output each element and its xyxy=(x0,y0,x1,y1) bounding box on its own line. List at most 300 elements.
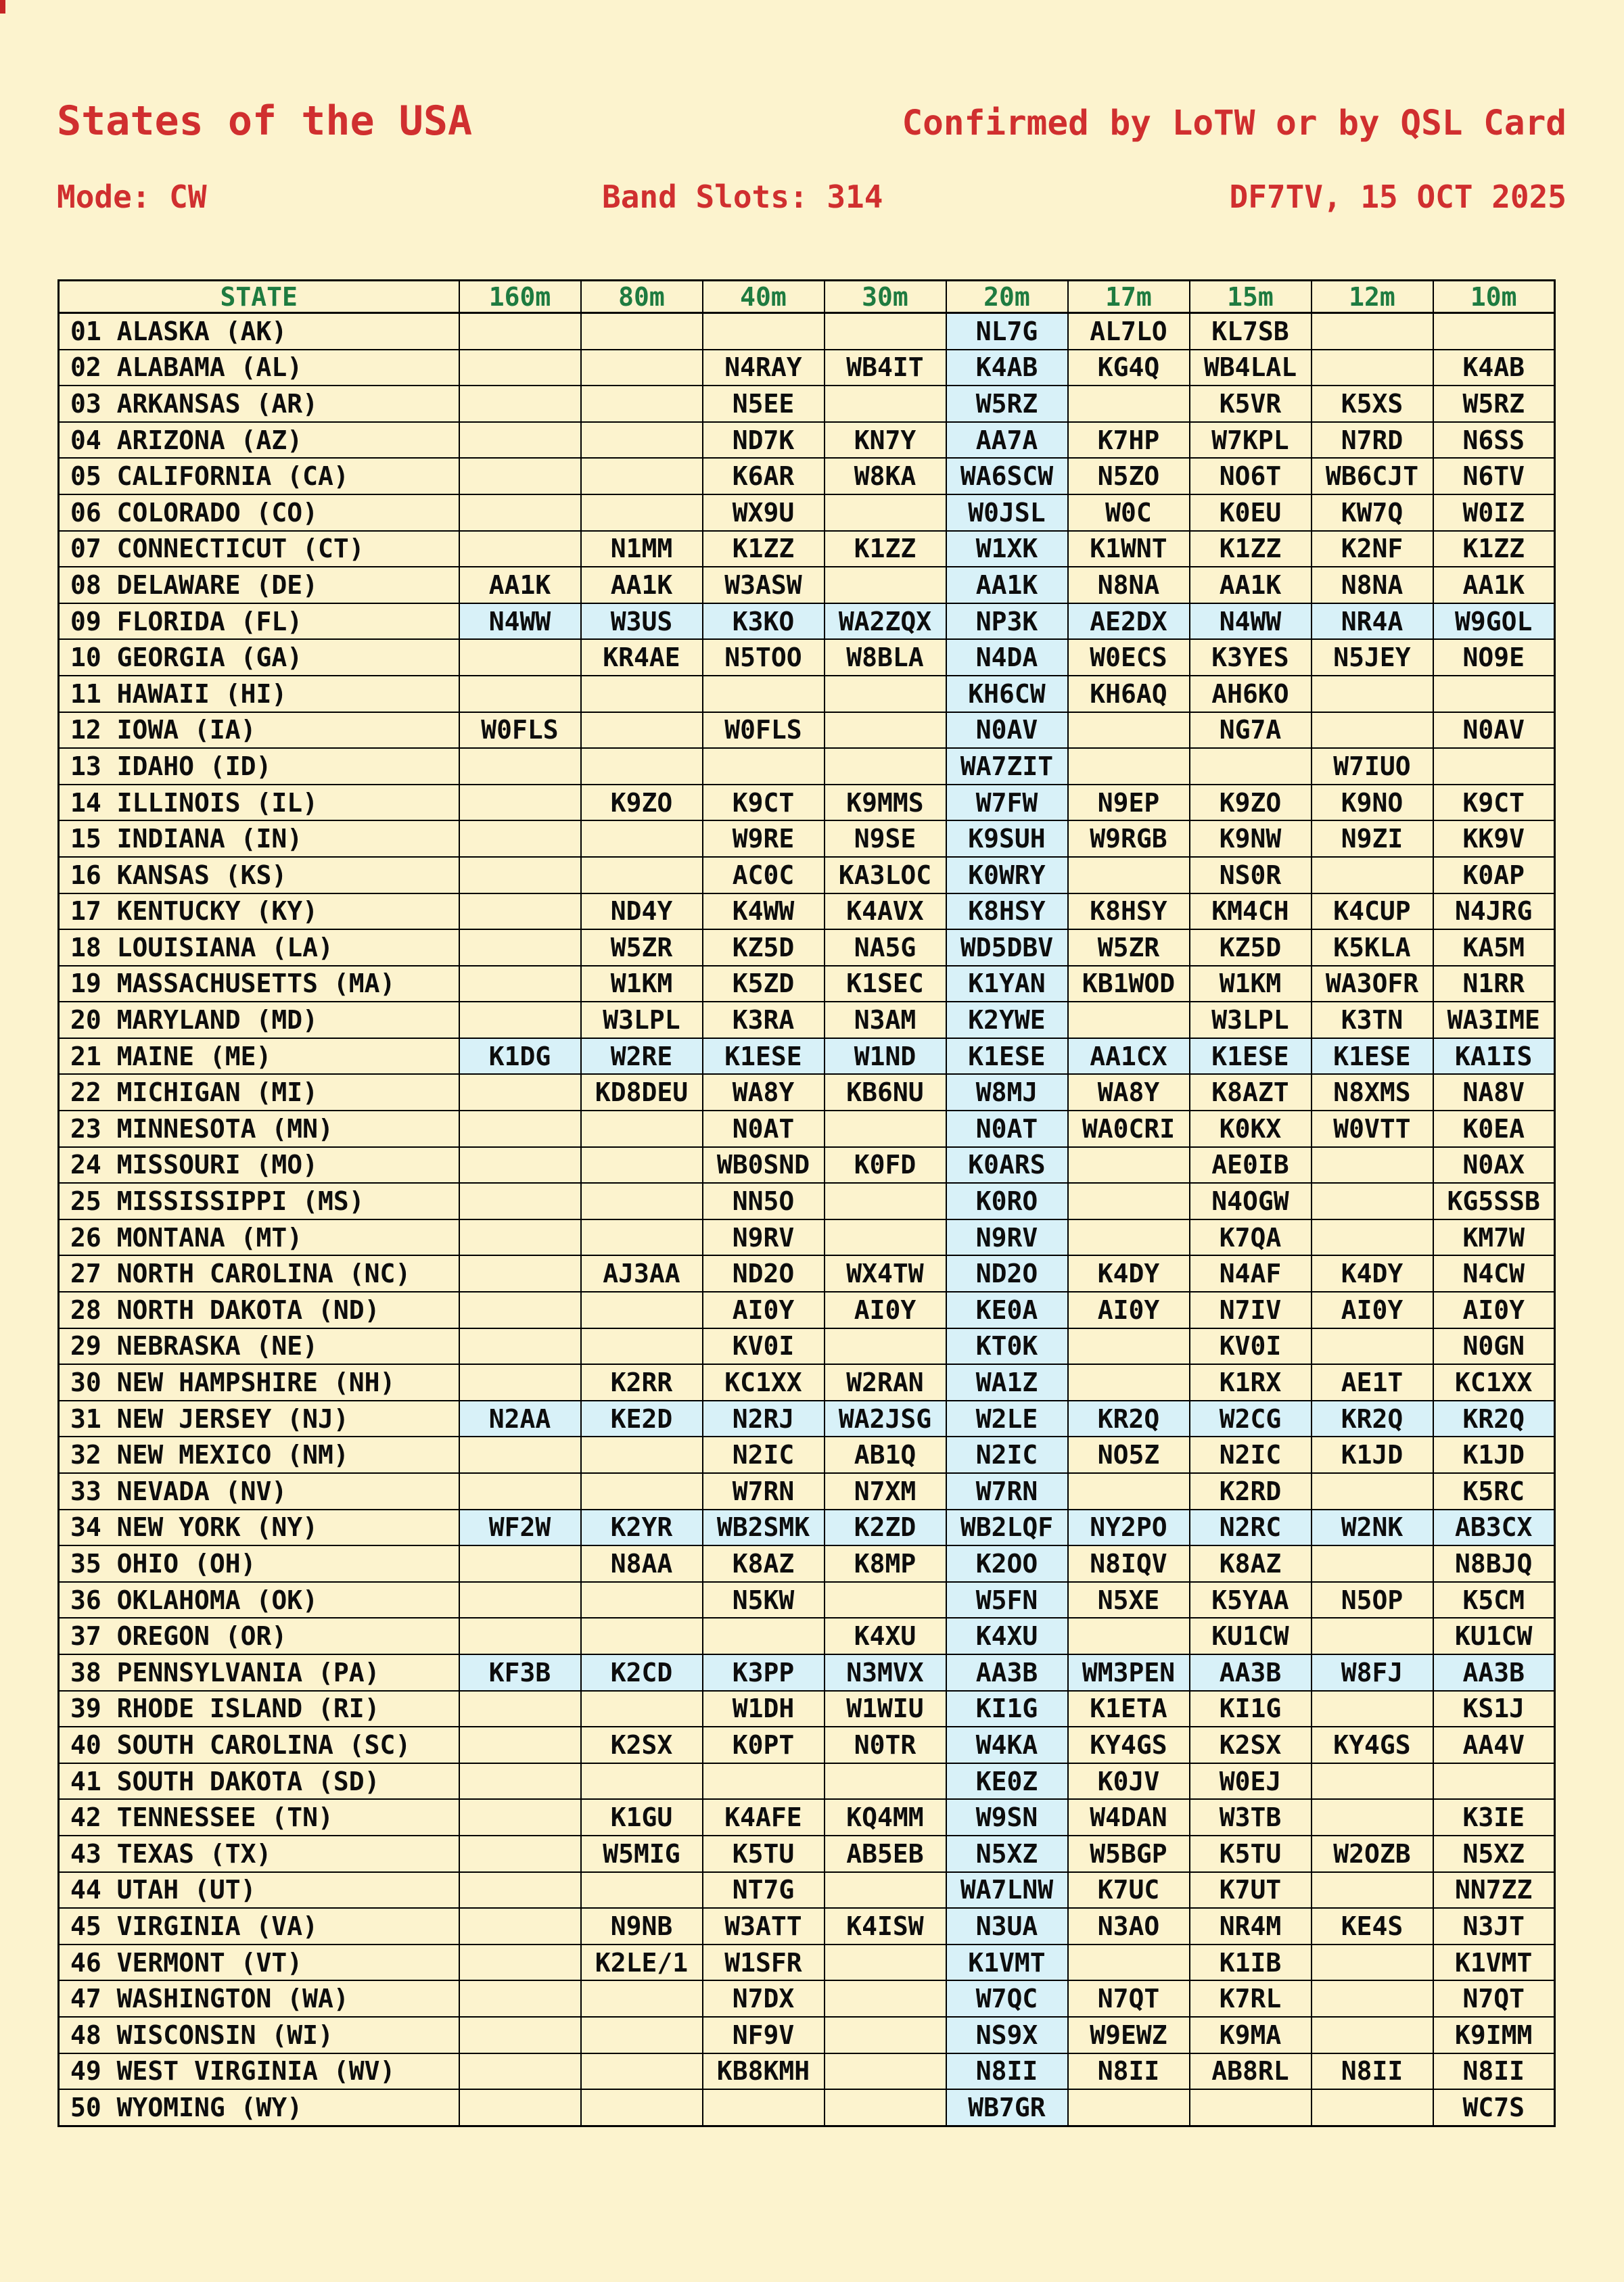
band-cell xyxy=(459,1836,581,1872)
band-cell: N4RAY xyxy=(703,350,825,386)
band-cell: K0AP xyxy=(1433,857,1555,893)
band-cell: N2IC xyxy=(703,1437,825,1473)
band-cell: K2LE/1 xyxy=(581,1945,703,1981)
band-cell: N0TR xyxy=(825,1727,946,1763)
state-cell: 25 MISSISSIPPI (MS) xyxy=(59,1183,459,1219)
band-cell: AI0Y xyxy=(825,1292,946,1328)
band-cell xyxy=(459,857,581,893)
band-cell: K3IE xyxy=(1433,1799,1555,1836)
band-cell: K9NO xyxy=(1312,785,1433,821)
table-row xyxy=(59,1147,1555,1184)
state-cell: 41 SOUTH DAKOTA (SD) xyxy=(59,1763,459,1800)
band-cell: K1ESE xyxy=(703,1038,825,1075)
band-cell xyxy=(581,386,703,422)
band-cell: N8AA xyxy=(581,1545,703,1582)
band-cell: KU1CW xyxy=(1190,1618,1312,1654)
band-cell xyxy=(459,1255,581,1292)
band-cell: ND2O xyxy=(703,1255,825,1292)
band-cell: WC7S xyxy=(1433,2089,1555,2126)
band-cell: K8HSY xyxy=(1068,893,1190,930)
band-cell: W1SFR xyxy=(703,1945,825,1981)
column-header-state: STATE xyxy=(59,281,459,313)
band-cell: K0ARS xyxy=(946,1147,1068,1184)
band-cell: WF2W xyxy=(459,1510,581,1546)
band-cell: WX9U xyxy=(703,494,825,531)
band-cell: K1JD xyxy=(1433,1437,1555,1473)
band-cell: AI0Y xyxy=(703,1292,825,1328)
band-cell: N9RV xyxy=(946,1219,1068,1256)
band-cell xyxy=(581,857,703,893)
band-cell: NO9E xyxy=(1433,639,1555,676)
band-cell: AA3B xyxy=(1433,1654,1555,1691)
band-cell xyxy=(459,458,581,494)
band-cell: K4XU xyxy=(825,1618,946,1654)
table-row xyxy=(59,785,1555,821)
band-cell: N4CW xyxy=(1433,1255,1555,1292)
band-cell: N7DX xyxy=(703,1980,825,2017)
band-cell: N8NA xyxy=(1312,567,1433,603)
band-cell: K8AZ xyxy=(703,1545,825,1582)
band-cell xyxy=(581,1292,703,1328)
band-cell: KI1G xyxy=(1190,1691,1312,1727)
state-cell: 40 SOUTH CAROLINA (SC) xyxy=(59,1727,459,1763)
band-cell: N9RV xyxy=(703,1219,825,1256)
band-cell: K0KX xyxy=(1190,1111,1312,1147)
band-cell: K1SEC xyxy=(825,966,946,1002)
band-cell: W2RAN xyxy=(825,1364,946,1401)
band-cell xyxy=(703,2089,825,2126)
band-cell xyxy=(459,1872,581,1909)
table-row xyxy=(59,748,1555,785)
band-cell: W5ZR xyxy=(581,929,703,966)
band-cell: W2NK xyxy=(1312,1510,1433,1546)
band-cell xyxy=(581,820,703,857)
band-cell xyxy=(581,676,703,712)
band-cell: N1RR xyxy=(1433,966,1555,1002)
table-row xyxy=(59,1618,1555,1654)
band-cell: AA1CX xyxy=(1068,1038,1190,1075)
band-cell xyxy=(825,712,946,749)
band-cell: K1IB xyxy=(1190,1945,1312,1981)
band-cell: K2CD xyxy=(581,1654,703,1691)
band-cell xyxy=(1068,1364,1190,1401)
table-row xyxy=(59,1328,1555,1365)
band-cell xyxy=(1068,1945,1190,1981)
band-cell xyxy=(459,1945,581,1981)
band-cell: AB8RL xyxy=(1190,2053,1312,2090)
band-cell: KA3LOC xyxy=(825,857,946,893)
band-cell: W5FN xyxy=(946,1582,1068,1619)
table-row xyxy=(59,603,1555,640)
band-cell: N7IV xyxy=(1190,1292,1312,1328)
band-cell: K9ZO xyxy=(1190,785,1312,821)
band-cell xyxy=(459,820,581,857)
band-cell: K0RO xyxy=(946,1183,1068,1219)
state-cell: 08 DELAWARE (DE) xyxy=(59,567,459,603)
band-cell: K3YES xyxy=(1190,639,1312,676)
band-cell: K4DY xyxy=(1312,1255,1433,1292)
band-cell: N7QT xyxy=(1433,1980,1555,2017)
band-cell xyxy=(825,1183,946,1219)
band-cell: WB6CJT xyxy=(1312,458,1433,494)
band-cell: K5ZD xyxy=(703,966,825,1002)
band-cell: K1YAN xyxy=(946,966,1068,1002)
column-header-band: 12m xyxy=(1312,281,1433,313)
band-cell: K5TU xyxy=(1190,1836,1312,1872)
band-cell: W0FLS xyxy=(703,712,825,749)
band-cell: N5TOO xyxy=(703,639,825,676)
state-cell: 45 VIRGINIA (VA) xyxy=(59,1908,459,1945)
band-cell xyxy=(1433,676,1555,712)
band-cell xyxy=(1312,1473,1433,1510)
state-cell: 15 INDIANA (IN) xyxy=(59,820,459,857)
band-cell: WA7LNW xyxy=(946,1872,1068,1909)
band-cell: N4JRG xyxy=(1433,893,1555,930)
band-cell xyxy=(459,1074,581,1111)
band-cell xyxy=(459,785,581,821)
band-cell xyxy=(581,1582,703,1619)
band-cell: K7UC xyxy=(1068,1872,1190,1909)
band-cell: NR4M xyxy=(1190,1908,1312,1945)
band-cell xyxy=(1068,1002,1190,1038)
band-cell: K8MP xyxy=(825,1545,946,1582)
band-cell: KZ5D xyxy=(1190,929,1312,966)
band-cell: W9GOL xyxy=(1433,603,1555,640)
band-cell xyxy=(581,1872,703,1909)
band-cell: ND2O xyxy=(946,1255,1068,1292)
band-cell: K0JV xyxy=(1068,1763,1190,1800)
state-cell: 13 IDAHO (ID) xyxy=(59,748,459,785)
band-cell: K4AB xyxy=(946,350,1068,386)
band-cell xyxy=(703,313,825,350)
band-cell xyxy=(581,313,703,350)
band-cell: W0ECS xyxy=(1068,639,1190,676)
band-cell: W0C xyxy=(1068,494,1190,531)
table-row xyxy=(59,1111,1555,1147)
band-cell: N2RC xyxy=(1190,1510,1312,1546)
band-cell xyxy=(581,1437,703,1473)
band-cell: K1ESE xyxy=(1312,1038,1433,1075)
state-cell: 34 NEW YORK (NY) xyxy=(59,1510,459,1546)
band-cell xyxy=(581,748,703,785)
band-cell: K1ZZ xyxy=(1190,531,1312,567)
band-cell xyxy=(825,1763,946,1800)
table-row xyxy=(59,386,1555,422)
band-cell xyxy=(703,1618,825,1654)
band-cell xyxy=(459,929,581,966)
table-row xyxy=(59,458,1555,494)
band-cell: AJ3AA xyxy=(581,1255,703,1292)
band-cell: W3TB xyxy=(1190,1799,1312,1836)
table-row xyxy=(59,1727,1555,1763)
band-cell xyxy=(459,1292,581,1328)
band-cell: N9ZI xyxy=(1312,820,1433,857)
band-cell: K5YAA xyxy=(1190,1582,1312,1619)
band-cell: W2RE xyxy=(581,1038,703,1075)
band-cell xyxy=(1068,386,1190,422)
band-cell: N5JEY xyxy=(1312,639,1433,676)
band-cell: K1VMT xyxy=(946,1945,1068,1981)
table-row xyxy=(59,1836,1555,1872)
band-cell: N5XZ xyxy=(946,1836,1068,1872)
band-cell xyxy=(581,1328,703,1365)
band-cell xyxy=(581,422,703,459)
table-row xyxy=(59,1473,1555,1510)
band-cell: K9MA xyxy=(1190,2017,1312,2053)
band-cell: AI0Y xyxy=(1433,1292,1555,1328)
band-cell: W8KA xyxy=(825,458,946,494)
band-cell: KG4Q xyxy=(1068,350,1190,386)
state-cell: 49 WEST VIRGINIA (WV) xyxy=(59,2053,459,2090)
band-cell: W9RE xyxy=(703,820,825,857)
band-cell: K5CM xyxy=(1433,1582,1555,1619)
state-cell: 19 MASSACHUSETTS (MA) xyxy=(59,966,459,1002)
band-cell xyxy=(459,676,581,712)
band-cell: KK9V xyxy=(1433,820,1555,857)
state-cell: 02 ALABAMA (AL) xyxy=(59,350,459,386)
band-cell: WB7GR xyxy=(946,2089,1068,2126)
band-cell: K2YR xyxy=(581,1510,703,1546)
band-cell xyxy=(825,313,946,350)
band-cell: K4AB xyxy=(1433,350,1555,386)
mode-label: Mode: CW xyxy=(57,179,207,215)
band-cell: W8MJ xyxy=(946,1074,1068,1111)
band-cell: KC1XX xyxy=(703,1364,825,1401)
band-cell: K1ESE xyxy=(1190,1038,1312,1075)
band-cell: W7QC xyxy=(946,1980,1068,2017)
band-cell xyxy=(825,1945,946,1981)
band-cell xyxy=(459,1219,581,1256)
band-cell: K9IMM xyxy=(1433,2017,1555,2053)
band-cell xyxy=(581,2053,703,2090)
band-cell: K3RA xyxy=(703,1002,825,1038)
band-cell: W3ASW xyxy=(703,567,825,603)
band-cell xyxy=(459,639,581,676)
band-cell: KE4S xyxy=(1312,1908,1433,1945)
band-cell: K4CUP xyxy=(1312,893,1433,930)
band-cell: K2RR xyxy=(581,1364,703,1401)
table-row xyxy=(59,1510,1555,1546)
band-cell: NT7G xyxy=(703,1872,825,1909)
header xyxy=(57,99,1567,143)
band-cell: KB1WOD xyxy=(1068,966,1190,1002)
band-cell xyxy=(459,893,581,930)
band-cell xyxy=(581,2017,703,2053)
band-cell: W7RN xyxy=(946,1473,1068,1510)
table-row xyxy=(59,1401,1555,1437)
band-cell: K6AR xyxy=(703,458,825,494)
band-cell xyxy=(1068,1618,1190,1654)
band-cell: N8II xyxy=(946,2053,1068,2090)
state-cell: 21 MAINE (ME) xyxy=(59,1038,459,1075)
band-cell xyxy=(825,2017,946,2053)
band-cell: K0PT xyxy=(703,1727,825,1763)
band-cell: K3TN xyxy=(1312,1002,1433,1038)
band-cell: K8AZ xyxy=(1190,1545,1312,1582)
band-cell: N5XZ xyxy=(1433,1836,1555,1872)
band-cell: KA5M xyxy=(1433,929,1555,966)
band-cell xyxy=(703,1763,825,1800)
band-cell xyxy=(581,2089,703,2126)
band-cell: WB2SMK xyxy=(703,1510,825,1546)
column-header-band: 17m xyxy=(1068,281,1190,313)
band-cell: NR4A xyxy=(1312,603,1433,640)
state-cell: 28 NORTH DAKOTA (ND) xyxy=(59,1292,459,1328)
band-cell xyxy=(581,1111,703,1147)
band-cell: W3LPL xyxy=(1190,1002,1312,1038)
band-cell: N2AA xyxy=(459,1401,581,1437)
table-row xyxy=(59,1763,1555,1800)
band-cell: N7QT xyxy=(1068,1980,1190,2017)
band-cell: W8FJ xyxy=(1312,1654,1433,1691)
band-cell: K1ESE xyxy=(946,1038,1068,1075)
band-cell: N8II xyxy=(1433,2053,1555,2090)
band-cell: KB8KMH xyxy=(703,2053,825,2090)
state-cell: 09 FLORIDA (FL) xyxy=(59,603,459,640)
band-cell: K2RD xyxy=(1190,1473,1312,1510)
band-cell xyxy=(1068,1328,1190,1365)
band-cell: W5RZ xyxy=(1433,386,1555,422)
band-cell: AI0Y xyxy=(1068,1292,1190,1328)
band-cell: K2ZD xyxy=(825,1510,946,1546)
band-cell xyxy=(1068,1219,1190,1256)
band-cell xyxy=(1312,1799,1433,1836)
band-cell: AI0Y xyxy=(1312,1292,1433,1328)
state-cell: 27 NORTH CAROLINA (NC) xyxy=(59,1255,459,1292)
state-cell: 14 ILLINOIS (IL) xyxy=(59,785,459,821)
table-row xyxy=(59,422,1555,459)
table-row xyxy=(59,1908,1555,1945)
band-cell: AC0C xyxy=(703,857,825,893)
band-cell xyxy=(1312,1183,1433,1219)
band-cell: WA2ZQX xyxy=(825,603,946,640)
band-cell xyxy=(1312,350,1433,386)
band-cell: WX4TW xyxy=(825,1255,946,1292)
band-cell xyxy=(459,1980,581,2017)
band-cell: KM7W xyxy=(1433,1219,1555,1256)
band-cell: KN7Y xyxy=(825,422,946,459)
band-cell xyxy=(459,2053,581,2090)
band-cell: WA7ZIT xyxy=(946,748,1068,785)
band-cell xyxy=(1312,1691,1433,1727)
band-cell: K1WNT xyxy=(1068,531,1190,567)
band-cell: W7IUO xyxy=(1312,748,1433,785)
band-cell: KF3B xyxy=(459,1654,581,1691)
band-cell: NL7G xyxy=(946,313,1068,350)
band-cell: KZ5D xyxy=(703,929,825,966)
band-cell: W0FLS xyxy=(459,712,581,749)
band-cell: KB6NU xyxy=(825,1074,946,1111)
band-cell: AA4V xyxy=(1433,1727,1555,1763)
table-row xyxy=(59,2017,1555,2053)
band-cell xyxy=(459,1473,581,1510)
table-row xyxy=(59,1582,1555,1619)
band-cell: AA3B xyxy=(1190,1654,1312,1691)
band-cell: K9MMS xyxy=(825,785,946,821)
band-cell: KY4GS xyxy=(1312,1727,1433,1763)
band-cell: KQ4MM xyxy=(825,1799,946,1836)
column-header-band: 80m xyxy=(581,281,703,313)
band-cell: NP3K xyxy=(946,603,1068,640)
band-cell: K2SX xyxy=(1190,1727,1312,1763)
band-cell xyxy=(825,494,946,531)
band-cell: KD8DEU xyxy=(581,1074,703,1111)
band-cell: W3LPL xyxy=(581,1002,703,1038)
band-cell: W4DAN xyxy=(1068,1799,1190,1836)
band-cell xyxy=(459,1691,581,1727)
band-cell xyxy=(1068,1183,1190,1219)
band-cell xyxy=(703,748,825,785)
band-cell: KV0I xyxy=(1190,1328,1312,1365)
band-cell xyxy=(825,1111,946,1147)
band-cell: N9EP xyxy=(1068,785,1190,821)
table-row xyxy=(59,676,1555,712)
band-cell xyxy=(1312,2017,1433,2053)
band-cell xyxy=(1312,676,1433,712)
band-cell: ND7K xyxy=(703,422,825,459)
band-cell: K4DY xyxy=(1068,1255,1190,1292)
band-cell: AB1Q xyxy=(825,1437,946,1473)
state-cell: 31 NEW JERSEY (NJ) xyxy=(59,1401,459,1437)
band-cell: N1MM xyxy=(581,531,703,567)
state-cell: 39 RHODE ISLAND (RI) xyxy=(59,1691,459,1727)
band-cell xyxy=(1312,1219,1433,1256)
state-cell: 26 MONTANA (MT) xyxy=(59,1219,459,1256)
band-cell xyxy=(1312,1872,1433,1909)
band-cell: W4KA xyxy=(946,1727,1068,1763)
state-cell: 10 GEORGIA (GA) xyxy=(59,639,459,676)
band-cell: N9SE xyxy=(825,820,946,857)
band-cell: W5ZR xyxy=(1068,929,1190,966)
band-cell: W1DH xyxy=(703,1691,825,1727)
band-cell: N2IC xyxy=(946,1437,1068,1473)
band-cell: K5VR xyxy=(1190,386,1312,422)
band-cell xyxy=(1312,1147,1433,1184)
band-cell: AE1T xyxy=(1312,1364,1433,1401)
band-cell: N0AT xyxy=(946,1111,1068,1147)
meta-row xyxy=(0,180,1624,215)
band-cell: N0GN xyxy=(1433,1328,1555,1365)
page-subtitle: Confirmed by LoTW or by QSL Card xyxy=(902,103,1567,143)
band-cell: KR4AE xyxy=(581,639,703,676)
column-header-band: 160m xyxy=(459,281,581,313)
band-cell: K2YWE xyxy=(946,1002,1068,1038)
state-cell: 48 WISCONSIN (WI) xyxy=(59,2017,459,2053)
band-cell: NA5G xyxy=(825,929,946,966)
band-cell xyxy=(459,966,581,1002)
band-cell: K7RL xyxy=(1190,1980,1312,2017)
states-table xyxy=(57,279,1556,2127)
band-cell xyxy=(1312,1945,1433,1981)
band-cell xyxy=(581,1980,703,2017)
band-cell xyxy=(1312,1328,1433,1365)
table-row xyxy=(59,1654,1555,1691)
band-cell xyxy=(1312,2089,1433,2126)
band-cell: AA1K xyxy=(1433,567,1555,603)
band-cell: N8II xyxy=(1068,2053,1190,2090)
band-cell: W5MIG xyxy=(581,1836,703,1872)
band-cell xyxy=(1312,857,1433,893)
table-row xyxy=(59,1799,1555,1836)
band-cell: KE2D xyxy=(581,1401,703,1437)
state-cell: 22 MICHIGAN (MI) xyxy=(59,1074,459,1111)
band-cell xyxy=(459,1618,581,1654)
band-cell: K8AZT xyxy=(1190,1074,1312,1111)
column-header-band: 20m xyxy=(946,281,1068,313)
band-cell: K4AFE xyxy=(703,1799,825,1836)
state-cell: 42 TENNESSEE (TN) xyxy=(59,1799,459,1836)
state-cell: 30 NEW HAMPSHIRE (NH) xyxy=(59,1364,459,1401)
